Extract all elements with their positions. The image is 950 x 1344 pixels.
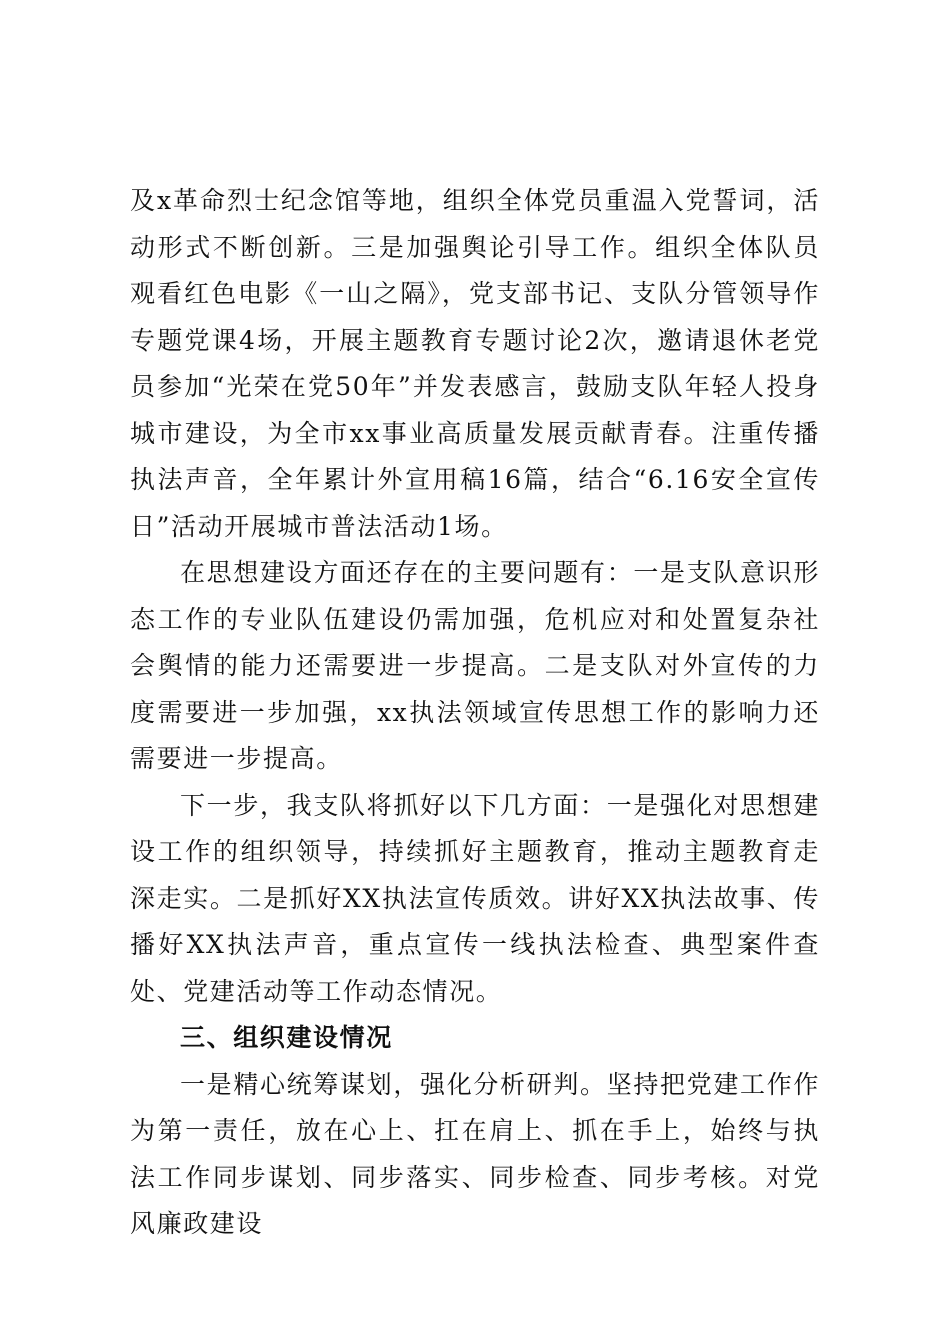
document-body: [130, 178, 820, 1248]
paragraph-organization: 一是精心统筹谋划，强化分析研判。坚持把党建工作作为第一责任，放在心上、扛在肩上、抓在手上，始终与执法工作同步谋划、同步落实、同步检查、同步考核。对党风廉政建设: [130, 1069, 820, 1238]
paragraph-next-steps: 下一步，我支队将抓好以下几方面：一是强化对思想建设工作的组织领导，持续抓好主题教育，推动主题教育走深走实。二是抓好XX执法宣传质效。讲好XX执法故事、传播好XX执法声音，重点宣传一线执法检查、典型案件查处、党建活动等工作动态情况。: [130, 790, 820, 1006]
paragraph-continued: 及x革命烈士纪念馆等地，组织全体党员重温入党誓词，活动形式不断创新。三是加强舆论引导工作。组织全体队员观看红色电影《一山之隔》，党支部书记、支队分管领导作专题党课4场，开展主题教育专题讨论2次，邀请退休老党员参加“光荣在党50年”并发表感言，鼓励支队年轻人投身城市建设，为全市xx事业高质量发展贡献青春。注重传播执法声音，全年累计外宣用稿16篇，结合“6.16安全宣传日”活动开展城市普法活动1场。: [130, 186, 820, 541]
paragraph-problems: 在思想建设方面还存在的主要问题有：一是支队意识形态工作的专业队伍建设仍需加强，危机应对和处置复杂社会舆情的能力还需要进一步提高。二是支队对外宣传的力度需要进一步加强，xx执法领域宣传思想工作的影响力还需要进一步提高。: [130, 558, 820, 773]
section-heading: 三、组织建设情况: [180, 1023, 393, 1052]
